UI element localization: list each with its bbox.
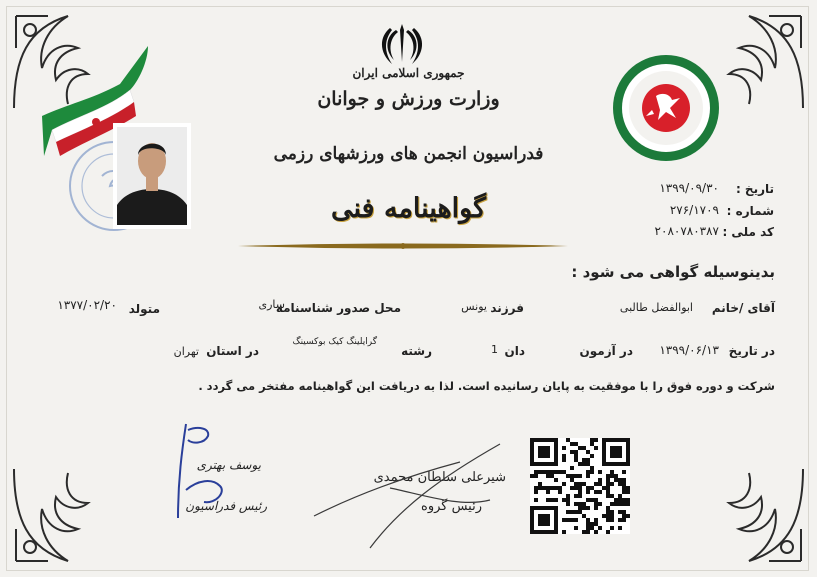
born-value: ۱۳۷۷/۰۲/۲۰ — [57, 298, 117, 312]
closing-text: شرکت و دوره فوق را با موفقیت به پایان رسانیده است. لذا به دریافت این گواهینامه مفتخر می گردد . — [198, 379, 775, 393]
group-head-name: شیرعلی سلطان محمدی — [373, 470, 506, 485]
group-head-signature-icon — [310, 438, 510, 558]
corner-ornament-bottom-right-icon — [699, 459, 809, 569]
field-value: گرایلینگ کیک بوکسینگ — [292, 337, 377, 347]
number-value: ۲۷۶/۱۷۰۹ — [669, 203, 719, 217]
issue-place-label: محل صدور شناسنامه — [275, 301, 401, 315]
father-label: فرزند — [490, 301, 524, 315]
dan-value: 1 — [491, 343, 498, 356]
federation-heading: فدراسیون انجمن های ورزشهای رزمی — [273, 144, 544, 164]
field-label: رشته — [401, 344, 432, 358]
republic-heading: جمهوری اسلامی ایران — [352, 66, 465, 80]
certificate-title: گواهینامه فنی — [331, 193, 486, 224]
president-name: یوسف بهتری — [196, 458, 261, 472]
province-label: در استان — [206, 344, 259, 358]
corner-ornament-bottom-left-icon — [8, 459, 118, 569]
date-label: تاریخ : — [735, 182, 774, 196]
date-value: ۱۳۹۹/۰۹/۳۰ — [659, 181, 719, 195]
qr-code-icon — [530, 438, 630, 534]
province-value: تهران — [173, 345, 199, 358]
exam-date-value: ۱۳۹۹/۰۶/۱۳ — [659, 343, 719, 357]
exam-label: در آزمون — [579, 344, 633, 358]
mr-mrs-label: آقای /خانم — [711, 301, 775, 315]
federation-logo-icon — [610, 52, 722, 164]
iran-emblem-icon — [378, 22, 426, 66]
gold-divider-icon — [238, 238, 568, 254]
president-title: رئیس فدراسیون — [185, 499, 267, 513]
national-code-value: ۲۰۸۰۷۸۰۳۸۷ — [654, 224, 719, 238]
national-code-label: کد ملی : — [722, 225, 774, 239]
born-label: متولد — [128, 302, 160, 316]
group-head-title: رئیس گروه — [421, 499, 482, 514]
intro-text: بدینوسیله گواهی می شود : — [571, 263, 775, 281]
applicant-name: ابوالفضل طالبی — [619, 301, 693, 314]
president-signature-icon — [168, 420, 236, 524]
father-name: یونس — [461, 300, 487, 313]
dan-label: دان — [504, 344, 525, 358]
number-label: شماره : — [726, 204, 774, 218]
exam-date-label: در تاریخ — [728, 344, 775, 358]
issue-place-value: ساری — [258, 298, 285, 311]
applicant-photo — [113, 123, 191, 229]
ministry-heading: وزارت ورزش و جوانان — [317, 88, 500, 110]
